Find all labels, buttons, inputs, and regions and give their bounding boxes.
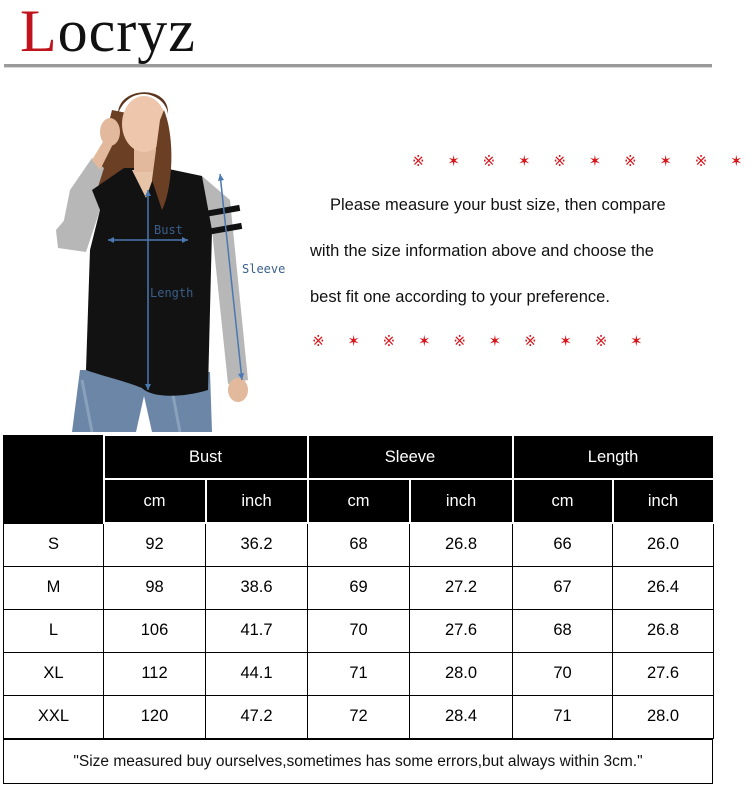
table-cell: 27.2 [410, 566, 513, 609]
table-cell: 28.0 [410, 652, 513, 695]
sleeve-label: Sleeve [242, 262, 286, 276]
table-cell: 71 [513, 695, 613, 738]
table-cell: 28.4 [410, 695, 513, 738]
table-cell: 28.0 [613, 695, 714, 738]
table-corner-cell [4, 435, 104, 523]
table-cell: 71 [308, 652, 410, 695]
table-unit-header-row [4, 479, 714, 523]
brand-initial: L [20, 0, 58, 64]
bust-label: Bust [154, 223, 183, 237]
note-line-3: best fit one according to your preference. [310, 288, 610, 306]
table-cell: 66 [513, 523, 613, 566]
table-cell: 26.4 [613, 566, 714, 609]
table-cell: 70 [513, 652, 613, 695]
table-cell: 36.2 [206, 523, 308, 566]
table-cell: 47.2 [206, 695, 308, 738]
table-cell: 26.0 [613, 523, 714, 566]
table-row [4, 695, 714, 738]
brand-name-rest: ocryz [57, 0, 196, 64]
table-cell: 72 [308, 695, 410, 738]
unit-header-cell: inch [410, 479, 513, 523]
table-row [4, 566, 714, 609]
group-header-bust: Bust [104, 435, 308, 479]
table-cell: 44.1 [206, 652, 308, 695]
table-cell: 106 [104, 609, 206, 652]
unit-header-cell: cm [104, 479, 206, 523]
decorative-stars-bottom: ※ ✶ ※ ✶ ※ ✶ ※ ✶ ※ ✶ [312, 332, 652, 350]
unit-header-cell: inch [613, 479, 714, 523]
table-cell: 98 [104, 566, 206, 609]
table-cell: 68 [308, 523, 410, 566]
group-header-length: Length [513, 435, 714, 479]
header-divider [4, 64, 712, 68]
table-cell: 41.7 [206, 609, 308, 652]
table-cell: 69 [308, 566, 410, 609]
size-label: S [4, 523, 104, 566]
table-cell: 38.6 [206, 566, 308, 609]
table-cell: 27.6 [410, 609, 513, 652]
table-cell: 112 [104, 652, 206, 695]
note-line-2: with the size information above and choose the [310, 242, 654, 260]
table-row [4, 523, 714, 566]
size-chart-table [3, 434, 715, 739]
size-label: XXL [4, 695, 104, 738]
table-row [4, 609, 714, 652]
size-label: XL [4, 652, 104, 695]
model-illustration [52, 80, 252, 432]
table-row [4, 652, 714, 695]
table-cell: 67 [513, 566, 613, 609]
unit-header-cell: inch [206, 479, 308, 523]
brand-logo [20, 0, 196, 62]
model-photo [52, 80, 252, 432]
size-label: L [4, 609, 104, 652]
table-group-header-row [4, 435, 714, 479]
table-cell: 70 [308, 609, 410, 652]
unit-header-cell: cm [513, 479, 613, 523]
table-cell: 120 [104, 695, 206, 738]
table-cell: 26.8 [613, 609, 714, 652]
group-header-sleeve: Sleeve [308, 435, 513, 479]
size-label: M [4, 566, 104, 609]
measurement-disclaimer: "Size measured buy ourselves,sometimes has some errors,but always within 3cm." [3, 739, 713, 784]
table-cell: 26.8 [410, 523, 513, 566]
note-line-1: Please measure your bust size, then compare [330, 196, 666, 214]
unit-header-cell: cm [308, 479, 410, 523]
decorative-stars-top: ※ ✶ ※ ✶ ※ ✶ ※ ✶ ※ ✶ [412, 152, 752, 170]
table-cell: 68 [513, 609, 613, 652]
length-label: Length [150, 286, 194, 300]
table-cell: 27.6 [613, 652, 714, 695]
table-cell: 92 [104, 523, 206, 566]
